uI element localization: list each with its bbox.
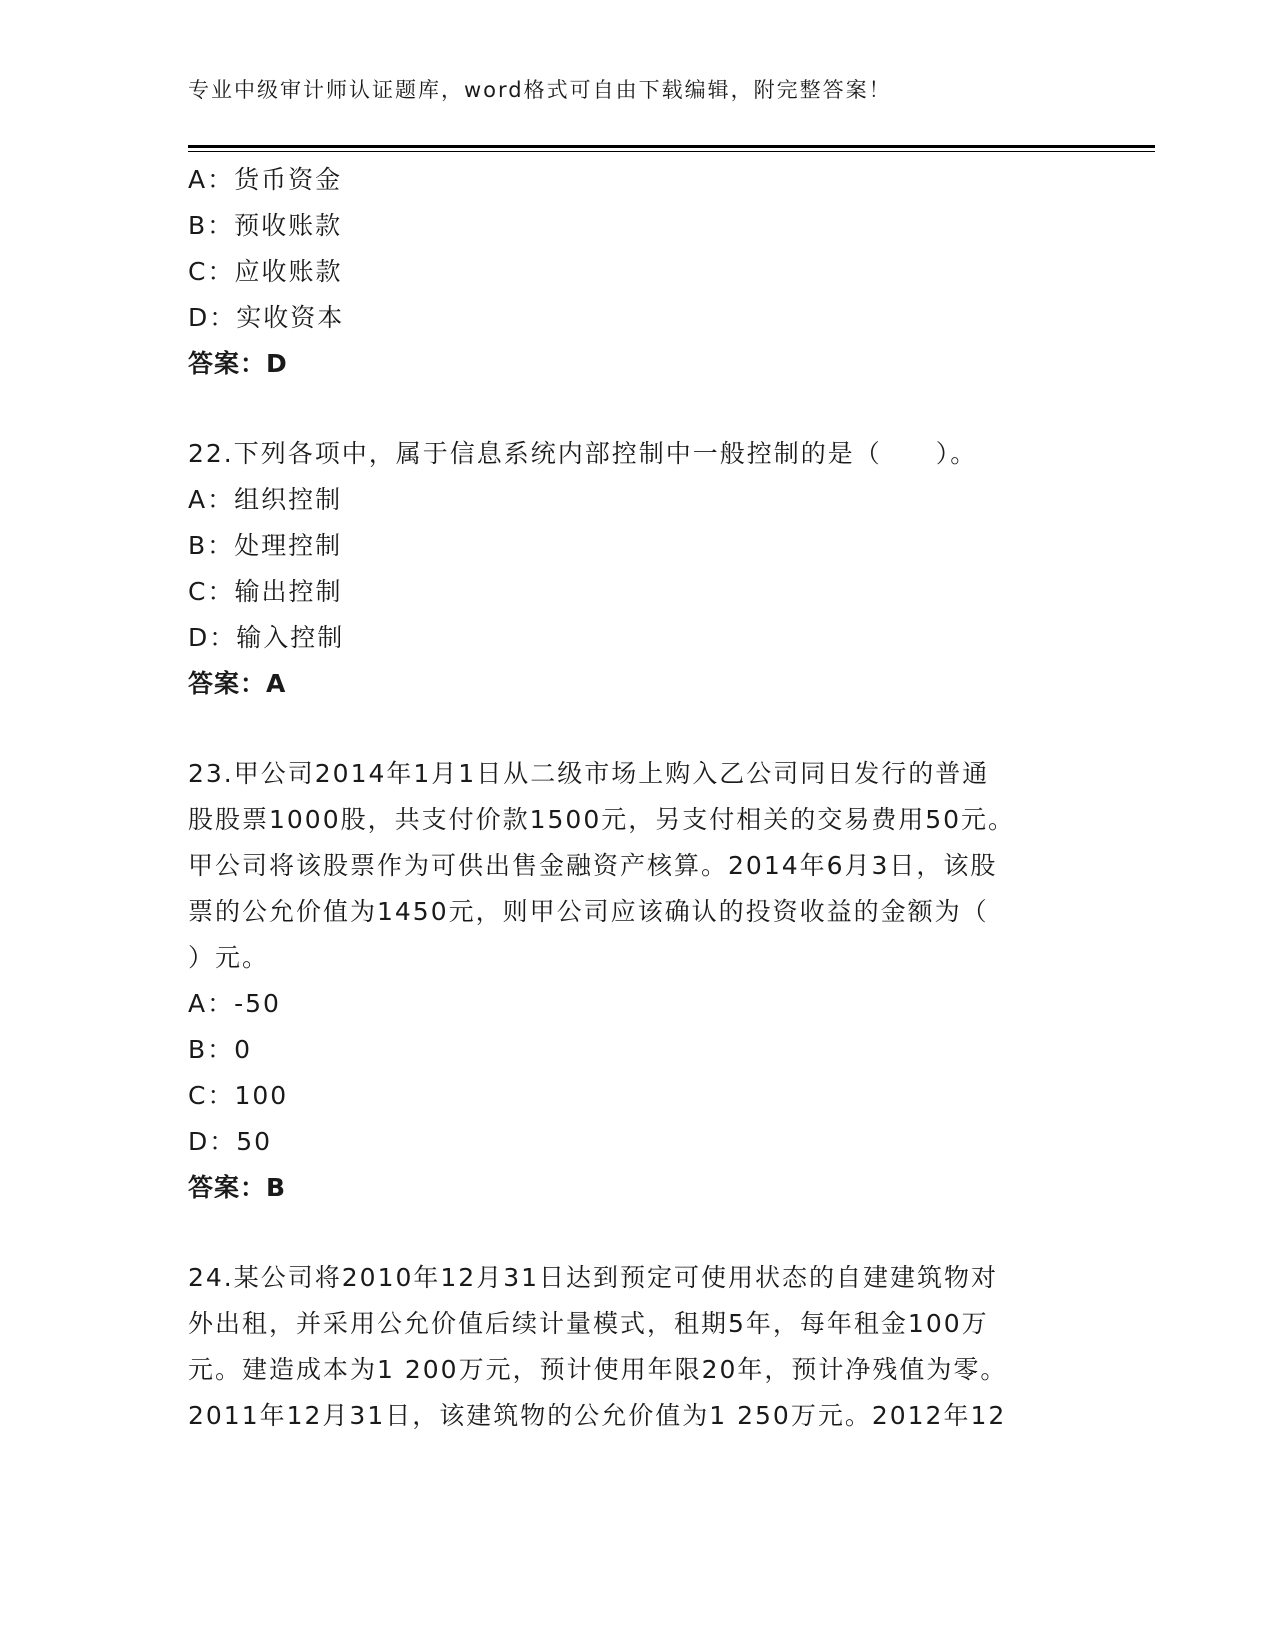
question-21 <box>188 157 1088 387</box>
question-content <box>188 157 1088 1439</box>
question-stem-line: ）元。 <box>188 943 270 972</box>
question-stem-line: 票的公允价值为1450元，则甲公司应该确认的投资收益的金额为（ <box>188 897 989 926</box>
page-header: 专业中级审计师认证题库，word格式可自由下载编辑，附完整答案！ <box>188 78 892 102</box>
answer: 答案：A <box>188 669 287 698</box>
option-a: A：货币资金 <box>188 165 343 194</box>
option-d: D：输入控制 <box>188 623 345 652</box>
option-c: C：应收账款 <box>188 257 343 286</box>
option-b: B：预收账款 <box>188 211 343 240</box>
question-stem-line: 24.某公司将2010年12月31日达到预定可使用状态的自建建筑物对 <box>188 1263 999 1292</box>
answer: 答案：B <box>188 1173 287 1202</box>
spacer <box>188 707 1088 751</box>
header-divider-thick <box>188 145 1155 148</box>
spacer <box>188 1211 1088 1255</box>
question-stem-line: 甲公司将该股票作为可供出售金融资产核算。2014年6月3日，该股 <box>188 851 998 880</box>
option-a: A：组织控制 <box>188 485 343 514</box>
question-stem-line: 股股票1000股，共支付价款1500元，另支付相关的交易费用50元。 <box>188 805 1016 834</box>
option-c: C：100 <box>188 1081 289 1110</box>
question-stem-line: 元。建造成本为1 200万元，预计使用年限20年，预计净残值为零。 <box>188 1355 1008 1384</box>
question-stem: 22.下列各项中，属于信息系统内部控制中一般控制的是（ ）。 <box>188 439 978 468</box>
header-divider-thin <box>188 151 1155 152</box>
option-b: B：0 <box>188 1035 253 1064</box>
question-stem-line: 2011年12月31日，该建筑物的公允价值为1 250万元。2012年12 <box>188 1401 1007 1430</box>
answer: 答案：D <box>188 349 288 378</box>
option-b: B：处理控制 <box>188 531 343 560</box>
question-23 <box>188 751 1088 1211</box>
question-stem-line: 23.甲公司2014年1月1日从二级市场上购入乙公司同日发行的普通 <box>188 759 990 788</box>
option-c: C：输出控制 <box>188 577 343 606</box>
option-a: A：-50 <box>188 989 281 1018</box>
option-d: D：实收资本 <box>188 303 345 332</box>
question-stem-line: 外出租，并采用公允价值后续计量模式，租期5年，每年租金100万 <box>188 1309 989 1338</box>
question-22 <box>188 431 1088 707</box>
spacer <box>188 387 1088 431</box>
option-d: D：50 <box>188 1127 273 1156</box>
question-24 <box>188 1255 1088 1439</box>
